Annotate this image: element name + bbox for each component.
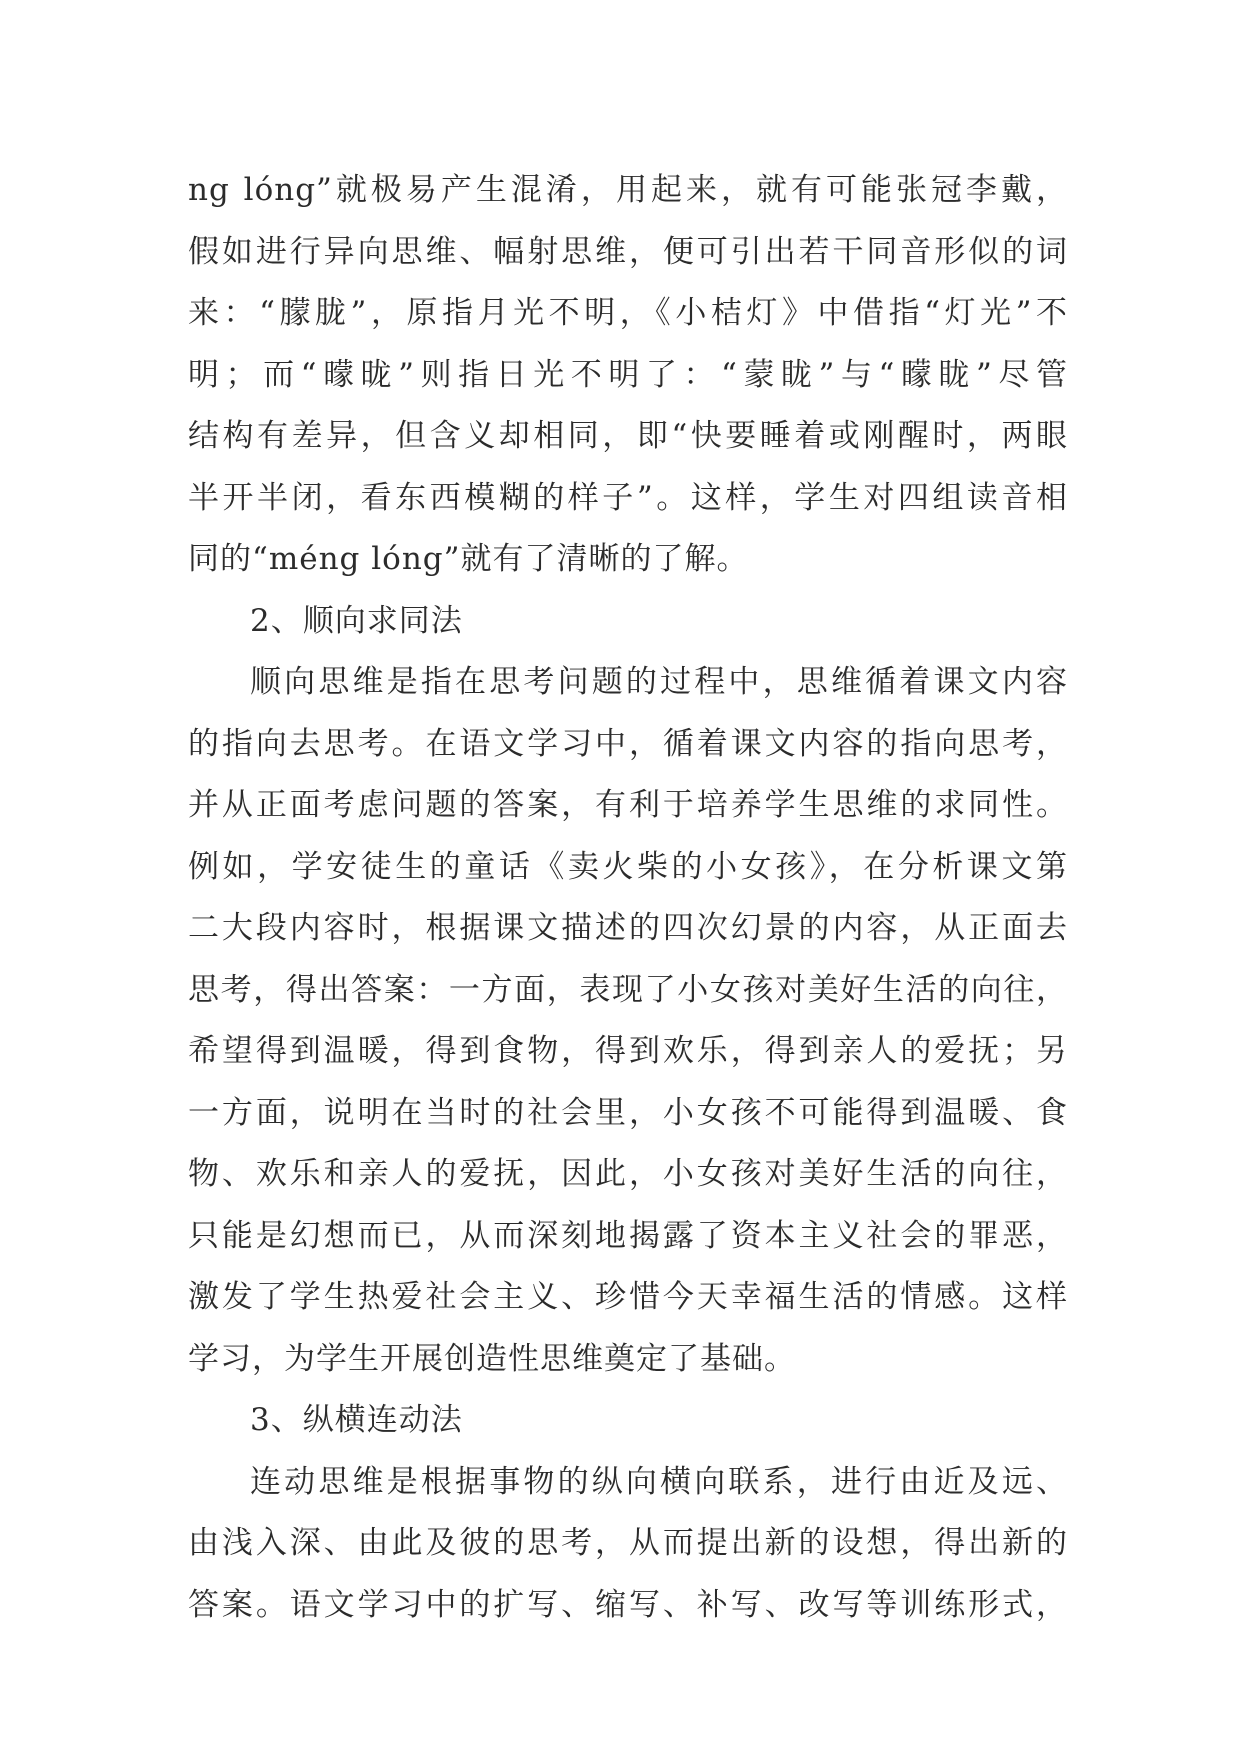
- text-line: 假如进行异向思维、幅射思维，便可引出若干同音形似的词: [188, 233, 1068, 270]
- text-line: 二大段内容时，根据课文描述的四次幻景的内容，从正面去: [188, 910, 1068, 946]
- section-heading: 3、纵横连动法: [250, 1402, 463, 1438]
- text-line: 物、欢乐和亲人的爱抚，因此，小女孩对美好生活的向往，: [188, 1156, 1068, 1192]
- text-line: 连动思维是根据事物的纵向横向联系，进行由近及远、: [250, 1463, 1068, 1500]
- text-line: 希望得到温暖，得到食物，得到欢乐，得到亲人的爱抚；另: [188, 1033, 1068, 1069]
- text-line: 答案。语文学习中的扩写、缩写、补写、改写等训练形式，: [188, 1586, 1068, 1623]
- text-line: 一方面，说明在当时的社会里，小女孩不可能得到温暖、食: [188, 1094, 1068, 1131]
- text-line: 来：“朦胧”，原指月光不明，《小桔灯》中借指“灯光”不: [188, 295, 1068, 331]
- text-line: 例如，学安徒生的童话《卖火柴的小女孩》，在分析课文第: [188, 848, 1068, 885]
- text-line: 顺向思维是指在思考问题的过程中，思维循着课文内容: [250, 664, 1068, 700]
- text-line: 明；而“曚昽”则指日光不明了：“蒙眬”与“矇眬”尽管: [188, 356, 1068, 393]
- text-line: 思考，得出答案：一方面，表现了小女孩对美好生活的向往，: [188, 971, 1068, 1008]
- text-line: 并从正面考虑问题的答案，有利于培养学生思维的求同性。: [188, 787, 1068, 823]
- text-line: 由浅入深、由此及彼的思考，从而提出新的设想，得出新的: [188, 1525, 1068, 1561]
- section-heading: 2、顺向求同法: [250, 602, 463, 639]
- text-line: ng lóng”就极易产生混淆，用起来，就有可能张冠李戴，: [188, 172, 1068, 208]
- text-line: 只能是幻想而已，从而深刻地揭露了资本主义社会的罪恶，: [188, 1217, 1068, 1254]
- document-body: [188, 160, 1068, 1636]
- text-line: 学习，为学生开展创造性思维奠定了基础。: [188, 1340, 796, 1377]
- text-line: 激发了学生热爱社会主义、珍惜今天幸福生活的情感。这样: [188, 1279, 1068, 1315]
- text-line: 同的“méng lóng”就有了清晰的了解。: [188, 541, 749, 577]
- text-line: 半开半闭，看东西模糊的样子”。这样，学生对四组读音相: [188, 479, 1068, 516]
- text-line: 的指向去思考。在语文学习中，循着课文内容的指向思考，: [188, 725, 1068, 762]
- text-line: 结构有差异，但含义却相同，即“快要睡着或刚醒时，两眼: [188, 418, 1068, 454]
